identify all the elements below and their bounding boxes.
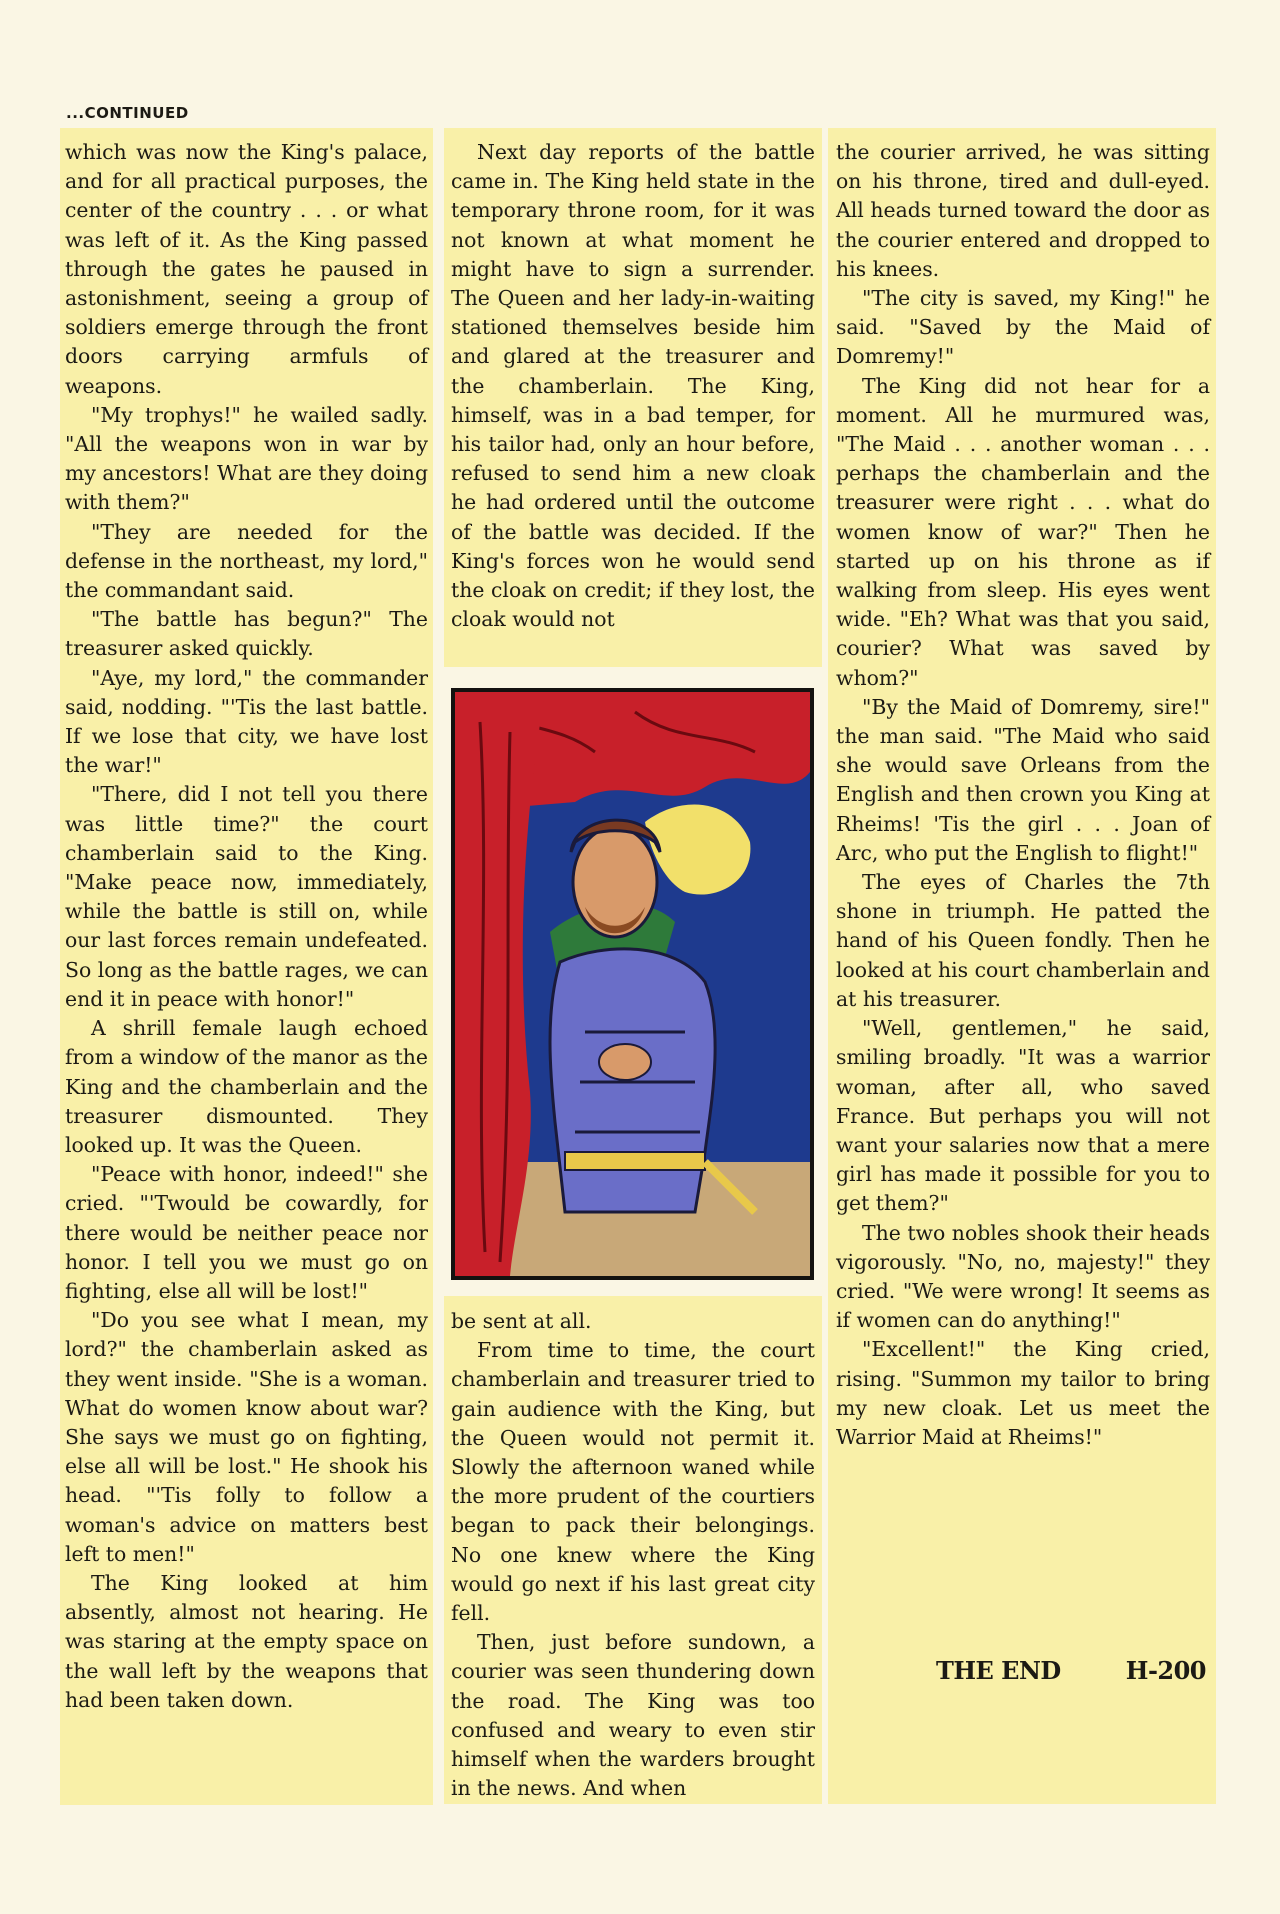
king-face [573, 827, 657, 937]
king-illustration [455, 692, 810, 1276]
text-column-3 [828, 128, 1216, 1804]
paragraph: the courier arrived, he was sitting on his throne, tired and dull-eyed. All heads turned toward the door as the courier entered and dropped to his knees. [836, 140, 1210, 281]
the-end-label: THE END [936, 1656, 1061, 1685]
illustration-panel-king [451, 688, 814, 1280]
paragraph: which was now the King's palace, and for all practical purposes, the center of the country . . . or what was left of it. As the King passed through the gates he paused in astonishment, seeing a group of soldiers emerge through the front doors carrying armfuls of weapons. [65, 140, 428, 398]
paragraph: The eyes of Charles the 7th shone in triumph. He patted the hand of his Queen fondly. Then he looked at his court chamberlain and at his treasurer. [836, 870, 1210, 1011]
page-code: H-200 [1125, 1656, 1206, 1685]
continued-label: ...CONTINUED [66, 104, 189, 122]
paragraph: The King looked at him absently, almost not hearing. He was staring at the empty space on the wall left by the weapons that had been taken down. [65, 1570, 428, 1712]
paragraph: "The battle has begun?" The treasurer asked quickly. [65, 607, 428, 661]
paragraph: Next day reports of the battle came in. The King held state in the temporary throne room, for it was not known at what moment he might have to sign a surrender. The Queen and her lady-in-waiting stationed themselves beside him and glared at the treasurer and the chamberlain. The King, himself, was in a bad temper, for his tailor had, only an hour before, refused to send him a new cloak he had ordered until the outcome of the battle was decided. If the King's forces won he would send the cloak on credit; if they lost, the cloak would not [451, 140, 815, 632]
paragraph: "Aye, my lord," the commander said, nodding. "'Tis the last battle. If we lose that city, we have lost the war!" [65, 665, 428, 778]
paragraph: "By the Maid of Domremy, sire!" the man said. "The Maid who said she would save Orleans from the English and then crown you King at Rheims! 'Tis the girl . . . Joan of Arc, who put the English to flight!" [836, 694, 1210, 865]
paragraph: From time to time, the court chamberlain and treasurer tried to gain audience with the King, but the Queen would not permit it. Slowly the afternoon waned while the more prudent of the courtiers began to pack their belongings. No one knew where the King would go next if his last great city fell. [451, 1338, 815, 1626]
text-column-2-top [444, 128, 822, 667]
paragraph: Then, just before sundown, a courier was seen thundering down the road. The King was too confused and weary to even stir himself when the warders brought in the news. And when [451, 1630, 815, 1801]
text-column-2-bottom [444, 1296, 822, 1804]
paragraph: be sent at all. [451, 1309, 592, 1333]
paragraph: "They are needed for the defense in the northeast, my lord," the commandant said. [65, 519, 428, 603]
paragraph: The two nobles shook their heads vigorously. "No, no, majesty!" they cried. "We were wrong! It seems as if women can do anything!" [836, 1220, 1210, 1333]
belt [565, 1152, 705, 1170]
paragraph: "Well, gentlemen," he said, smiling broadly. "It was a warrior woman, after all, who saved France. But perhaps you will not want your salaries now that a mere girl has made it possible for you to get them?" [836, 1016, 1210, 1216]
paragraph: "The city is saved, my King!" he said. "Saved by the Maid of Domremy!" [836, 286, 1210, 369]
paragraph: "Excellent!" the King cried, rising. "Summon my tailor to bring my new cloak. Let us meet the Warrior Maid at Rheims!" [836, 1337, 1210, 1449]
text-column-1 [60, 128, 433, 1805]
end-footer [936, 1656, 1206, 1685]
paragraph: A shrill female laugh echoed from a window of the manor as the King and the chamberlain and the treasurer dismounted. They looked up. It was the Queen. [65, 1016, 428, 1157]
paragraph: "There, did I not tell you there was little time?" the court chamberlain said to the King. "Make peace now, immediately, while the battle is still on, while our last forces remain undefeated. So long as the battle rages, we can end it in peace with honor!" [65, 782, 428, 1011]
paragraph: "Do you see what I mean, my lord?" the chamberlain asked as they went inside. "She is a woman. What do women know about war? She says we must go on fighting, else all will be lost." He shook his head. "'Tis folly to follow a woman's advice on matters best left to men!" [65, 1308, 428, 1566]
armor [550, 949, 715, 1212]
paragraph: "Peace with honor, indeed!" she cried. "'Twould be cowardly, for there would be neither peace nor honor. I tell you we must go on fighting, else all will be lost!" [65, 1162, 428, 1303]
paragraph: The King did not hear for a moment. All he murmured was, "The Maid . . . another woman . . . perhaps the chamberlain and the treasurer were right . . . what do women know of war?" Then he started up on his throne as if walking from sleep. His eyes went wide. "Eh? What was that you said, courier? What was saved by whom?" [836, 373, 1210, 690]
paragraph: "My trophys!" he wailed sadly. "All the weapons won in war by my ancestors! What are they doing with them?" [65, 402, 428, 515]
hand [599, 1044, 651, 1080]
